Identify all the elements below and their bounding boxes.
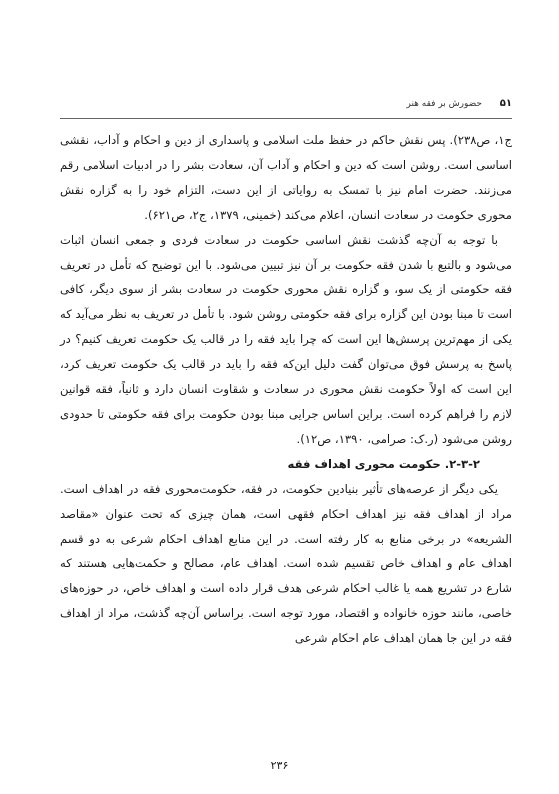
footer-page-number: ۲۳۶ [270, 759, 289, 772]
section-heading: ۲-۳-۲. حکومت محوری اهداف فقه [287, 456, 480, 471]
header-page-number: ۵۱ [499, 98, 512, 109]
paragraph-2: با توجه به آن‌چه گذشت نقش اساسی حکومت در سعادت فردی و جمعی انسان اثبات می‌شود و بالتبع با شدن فقه حکومت بر آن نیز تبیین می‌شود. با این توضیح که تأمل در تعریف فقه حکومتی از یک سو، و گزاره نقش محوری حکومت در سعادت بشر از سوی دیگر، کافی است تا مبنا بودن این گزاره برای فقه حکومتی روشن شود. با تأمل در تعریف به نظر می‌آید که یکی از مهم‌ترین پرسش‌ها این است که چرا باید فقه را در قالب یک حکومت تعریف کنیم؟ در پاسخ به پرسش فوق می‌توان گفت دلیل این‌که فقه را باید در قالب یک حکومت تعریف کرد، این است که اولاً حکومت نقش محوری در سعادت و شقاوت انسان دارد و ثانیاً، فقه قوانین لازم را فراهم کرده است. براین اساس جرایی مبنا بودن حکومت برای فقه حکومتی تا حدودی روشن می‌شود (ر.ک: صرامی، ۱۳۹۰، ص۱۲). [60, 232, 512, 446]
body-text [60, 128, 512, 651]
running-title: حضورش بر فقه هنر [406, 99, 482, 109]
paragraph-1: ج۱، ص۲۳۸). پس نقش حاکم در حفظ ملت اسلامی و پاسداری از دین و احکام و آداب، نقشی اساسی است. روشن است که دین و احکام و آداب آن، سعادت بشر را در ادبیات اسلامی رقم می‌زنند. حضرت امام نیز با تمسک به روایاتی از این دست، التزام خود را به گزاره نقش محوری حکومت در سعادت انسان، اعلام می‌کند (خمینی، ۱۳۷۹، ج۲، ص۶۲۱). [60, 133, 512, 222]
paragraph-3: یکی دیگر از عرصه‌های تأثیر بنیادین حکومت، در فقه، حکومت‌محوری فقه در اهداف است. مراد از اهداف فقه نیز اهداف احکام فقهی است، همان چیزی که تحت عنوان «مقاصد الشریعه» در برخی منابع به کار رفته است. در این منابع اهداف احکام شرعی به دو قسم اهداف عام و اهداف خاص تقسیم شده است. اهداف عام، مصالح و حکمت‌هایی هستند که شارع در تشریع همه یا غالب احکام شرعی هدف قرار داده است و اهداف خاص، در حوزه‌های خاصی، مانند حوزه خانواده و اقتصاد، مورد توجه است. براساس آن‌چه گذشت، مراد از اهداف فقه در این جا همان اهداف عام احکام شرعی [60, 481, 512, 646]
page-header [60, 96, 512, 119]
